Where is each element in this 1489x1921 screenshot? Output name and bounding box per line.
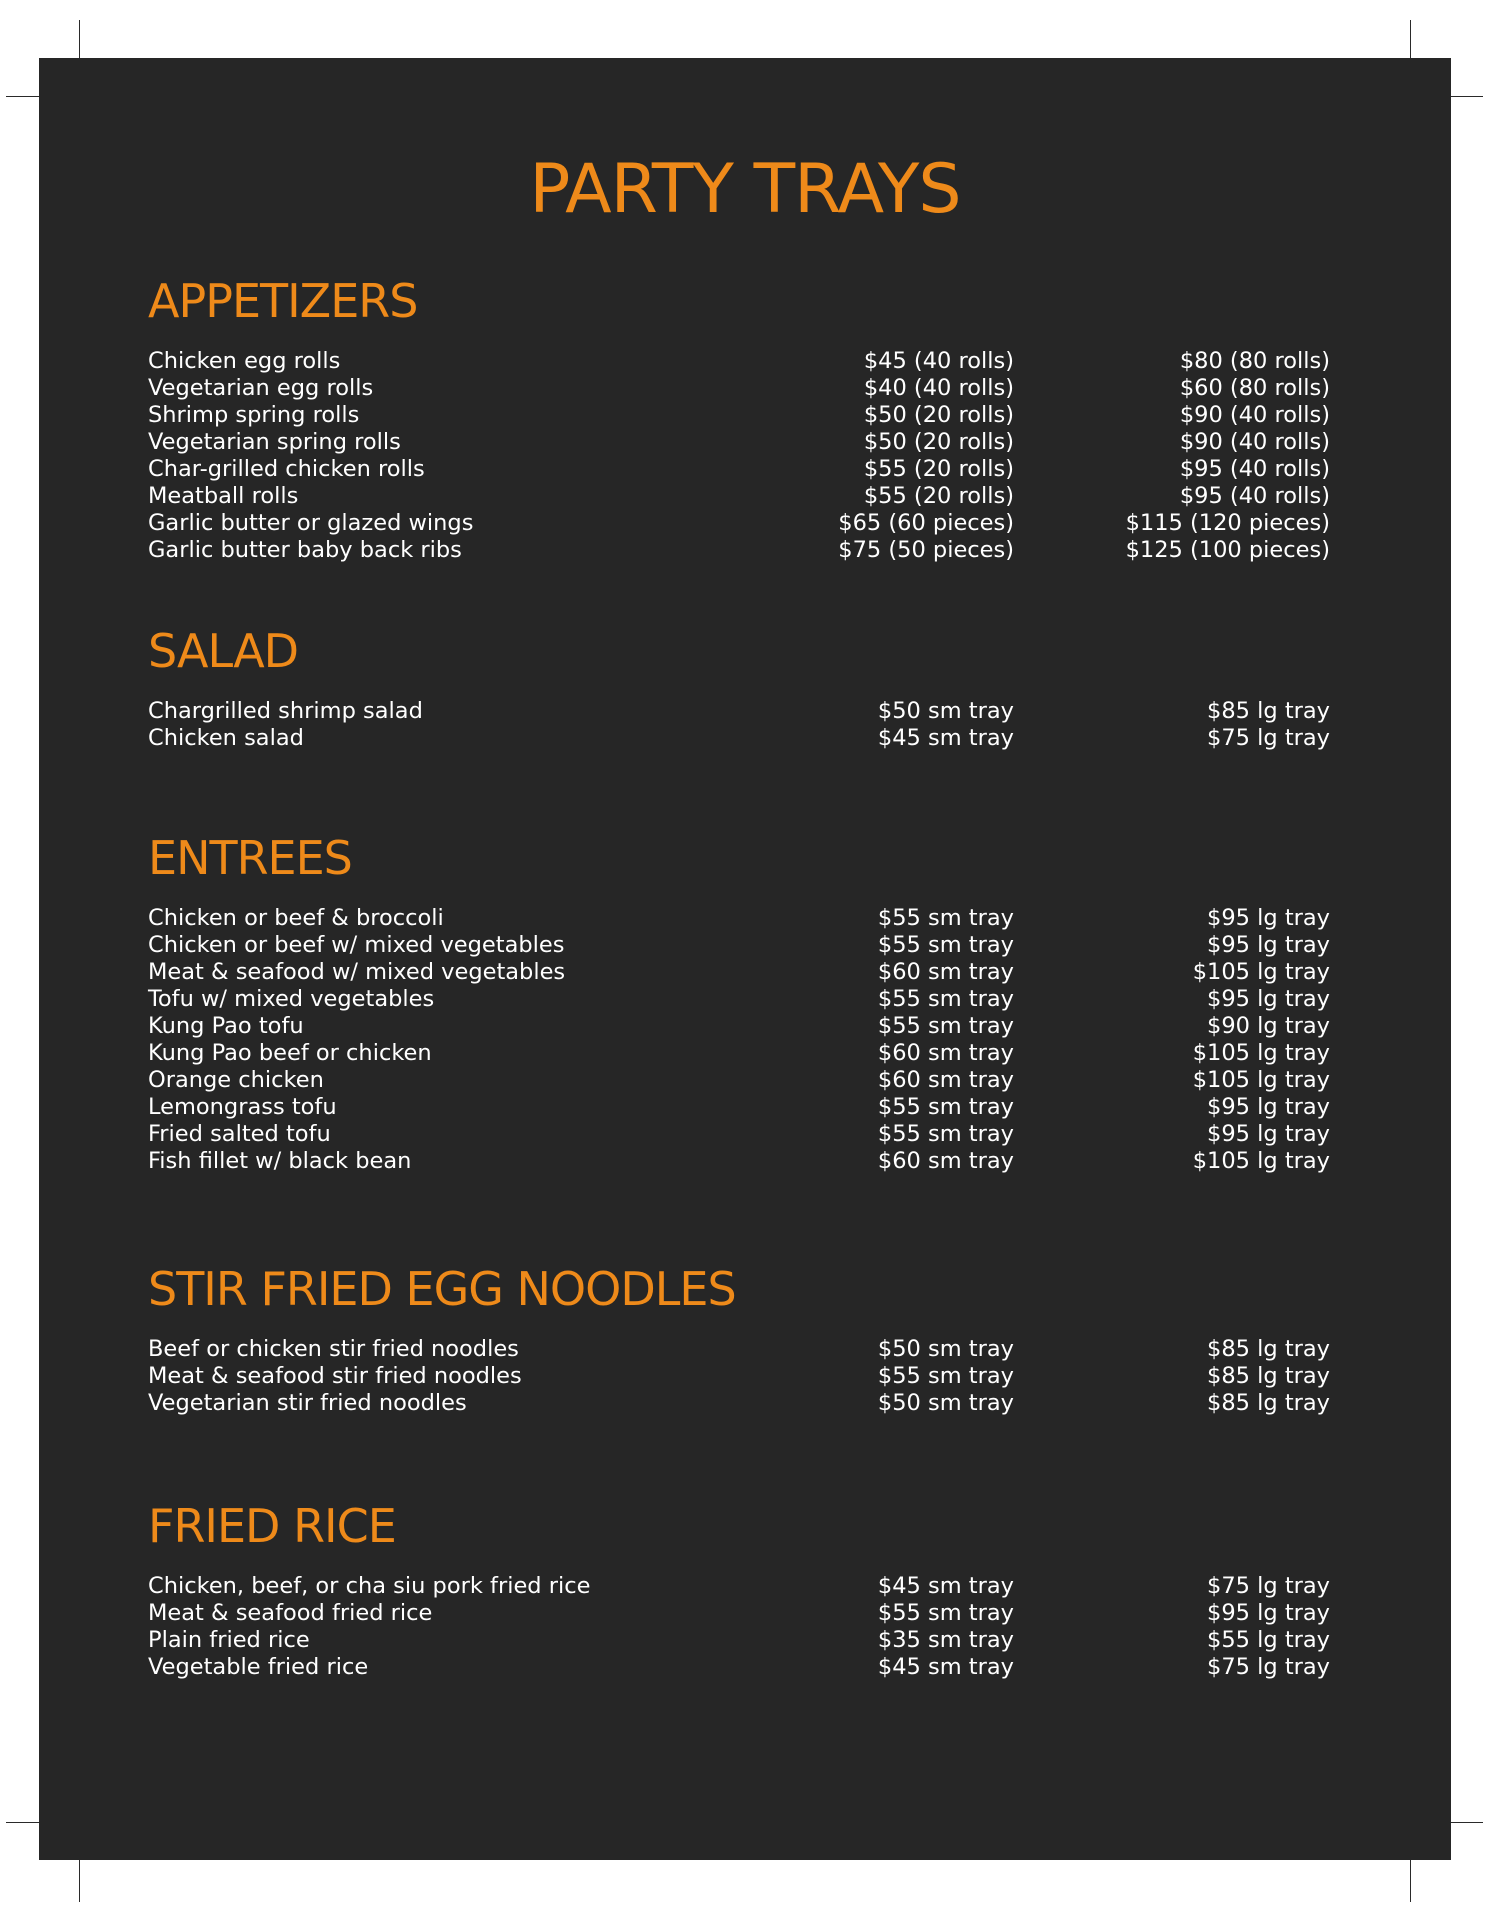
section-heading: ENTREES <box>148 831 352 885</box>
menu-item <box>148 932 1330 959</box>
menu-item <box>148 905 1330 932</box>
menu-item <box>148 456 1330 483</box>
item-name: Vegetarian spring rolls <box>148 429 401 455</box>
price-small: $60 sm tray <box>877 1040 1014 1066</box>
crop-mark <box>79 20 80 62</box>
price-small: $45 sm tray <box>877 725 1014 751</box>
item-name: Fish fillet w/ black bean <box>148 1148 412 1174</box>
price-small: $55 sm tray <box>877 1094 1014 1120</box>
price-small: $50 (20 rolls) <box>863 402 1014 428</box>
price-large: $95 (40 rolls) <box>1179 483 1330 509</box>
item-name: Meat & seafood stir fried noodles <box>148 1363 522 1389</box>
crop-mark <box>1410 1860 1411 1902</box>
item-name: Plain fried rice <box>148 1627 310 1653</box>
price-large: $95 lg tray <box>1207 1600 1330 1626</box>
item-name: Shrimp spring rolls <box>148 402 360 428</box>
price-small: $55 sm tray <box>877 1363 1014 1389</box>
page-title: PARTY TRAYS <box>529 150 961 229</box>
item-name: Vegetarian stir fried noodles <box>148 1390 467 1416</box>
item-name: Vegetable fried rice <box>148 1654 369 1680</box>
crop-mark <box>79 1860 80 1902</box>
section-heading: SALAD <box>148 624 299 678</box>
item-name: Meatball rolls <box>148 483 299 509</box>
price-large: $85 lg tray <box>1207 1390 1330 1416</box>
menu-item <box>148 1654 1330 1681</box>
section-heading: STIR FRIED EGG NOODLES <box>148 1262 736 1316</box>
price-small: $55 sm tray <box>877 1600 1014 1626</box>
price-small: $50 sm tray <box>877 1336 1014 1362</box>
section-appetizers <box>148 274 1330 564</box>
price-large: $95 lg tray <box>1207 1121 1330 1147</box>
price-large: $75 lg tray <box>1207 725 1330 751</box>
menu-item <box>148 1067 1330 1094</box>
price-large: $105 lg tray <box>1192 1067 1330 1093</box>
price-large: $55 lg tray <box>1207 1627 1330 1653</box>
section-stir-fried-egg-noodles <box>148 1262 1330 1417</box>
price-small: $35 sm tray <box>877 1627 1014 1653</box>
price-large: $105 lg tray <box>1192 1040 1330 1066</box>
menu-item <box>148 1148 1330 1175</box>
menu-item <box>148 1363 1330 1390</box>
price-large: $95 (40 rolls) <box>1179 456 1330 482</box>
price-large: $85 lg tray <box>1207 698 1330 724</box>
item-name: Char-grilled chicken rolls <box>148 456 425 482</box>
price-small: $75 (50 pieces) <box>838 537 1014 563</box>
price-small: $50 sm tray <box>877 698 1014 724</box>
item-name: Garlic butter baby back ribs <box>148 537 462 563</box>
menu-item <box>148 986 1330 1013</box>
price-small: $65 (60 pieces) <box>838 510 1014 536</box>
menu-item <box>148 1627 1330 1654</box>
price-small: $50 sm tray <box>877 1390 1014 1416</box>
item-name: Orange chicken <box>148 1067 324 1093</box>
price-large: $105 lg tray <box>1192 959 1330 985</box>
item-name: Vegetarian egg rolls <box>148 375 374 401</box>
menu-item <box>148 1013 1330 1040</box>
price-small: $60 sm tray <box>877 959 1014 985</box>
item-name: Garlic butter or glazed wings <box>148 510 474 536</box>
price-large: $125 (100 pieces) <box>1125 537 1330 563</box>
menu-item <box>148 537 1330 564</box>
menu-item <box>148 1121 1330 1148</box>
price-small: $55 sm tray <box>877 1013 1014 1039</box>
item-name: Chicken salad <box>148 725 304 751</box>
item-name: Meat & seafood w/ mixed vegetables <box>148 959 566 985</box>
item-name: Fried salted tofu <box>148 1121 331 1147</box>
item-name: Chicken, beef, or cha siu pork fried rice <box>148 1573 591 1599</box>
menu-item <box>148 1573 1330 1600</box>
price-large: $115 (120 pieces) <box>1125 510 1330 536</box>
section-heading: APPETIZERS <box>148 274 418 328</box>
price-large: $60 (80 rolls) <box>1179 375 1330 401</box>
price-large: $95 lg tray <box>1207 905 1330 931</box>
price-large: $85 lg tray <box>1207 1336 1330 1362</box>
price-small: $55 (20 rolls) <box>863 483 1014 509</box>
price-large: $95 lg tray <box>1207 1094 1330 1120</box>
menu-item <box>148 1390 1330 1417</box>
price-small: $45 sm tray <box>877 1573 1014 1599</box>
item-name: Kung Pao beef or chicken <box>148 1040 432 1066</box>
price-large: $105 lg tray <box>1192 1148 1330 1174</box>
price-large: $90 (40 rolls) <box>1179 429 1330 455</box>
item-name: Tofu w/ mixed vegetables <box>148 986 435 1012</box>
price-small: $55 sm tray <box>877 932 1014 958</box>
price-small: $55 sm tray <box>877 905 1014 931</box>
menu-item <box>148 1040 1330 1067</box>
price-small: $60 sm tray <box>877 1067 1014 1093</box>
price-small: $40 (40 rolls) <box>863 375 1014 401</box>
section-entrees <box>148 831 1330 1175</box>
price-large: $95 lg tray <box>1207 932 1330 958</box>
price-small: $45 sm tray <box>877 1654 1014 1680</box>
price-small: $55 sm tray <box>877 1121 1014 1147</box>
price-large: $90 lg tray <box>1207 1013 1330 1039</box>
section-salad <box>148 624 1330 752</box>
menu-item <box>148 1094 1330 1121</box>
menu-item <box>148 483 1330 510</box>
menu-item <box>148 698 1330 725</box>
menu-item <box>148 1336 1330 1363</box>
item-name: Chicken or beef w/ mixed vegetables <box>148 932 565 958</box>
item-name: Chargrilled shrimp salad <box>148 698 423 724</box>
crop-mark <box>1410 20 1411 62</box>
price-large: $90 (40 rolls) <box>1179 402 1330 428</box>
price-small: $55 (20 rolls) <box>863 456 1014 482</box>
menu-item <box>148 348 1330 375</box>
menu-item <box>148 725 1330 752</box>
menu-item <box>148 510 1330 537</box>
price-large: $75 lg tray <box>1207 1573 1330 1599</box>
menu-panel <box>39 58 1451 1860</box>
menu-item <box>148 1600 1330 1627</box>
item-name: Kung Pao tofu <box>148 1013 304 1039</box>
price-small: $55 sm tray <box>877 986 1014 1012</box>
price-small: $60 sm tray <box>877 1148 1014 1174</box>
price-large: $95 lg tray <box>1207 986 1330 1012</box>
section-heading: FRIED RICE <box>148 1499 396 1553</box>
menu-item <box>148 402 1330 429</box>
menu-item <box>148 429 1330 456</box>
price-large: $80 (80 rolls) <box>1179 348 1330 374</box>
item-name: Meat & seafood fried rice <box>148 1600 433 1626</box>
item-name: Chicken or beef & broccoli <box>148 905 444 931</box>
price-large: $85 lg tray <box>1207 1363 1330 1389</box>
item-name: Chicken egg rolls <box>148 348 341 374</box>
price-small: $45 (40 rolls) <box>863 348 1014 374</box>
menu-item <box>148 959 1330 986</box>
menu-item <box>148 375 1330 402</box>
section-fried-rice <box>148 1499 1330 1681</box>
price-small: $50 (20 rolls) <box>863 429 1014 455</box>
item-name: Beef or chicken stir fried noodles <box>148 1336 519 1362</box>
price-large: $75 lg tray <box>1207 1654 1330 1680</box>
item-name: Lemongrass tofu <box>148 1094 337 1120</box>
